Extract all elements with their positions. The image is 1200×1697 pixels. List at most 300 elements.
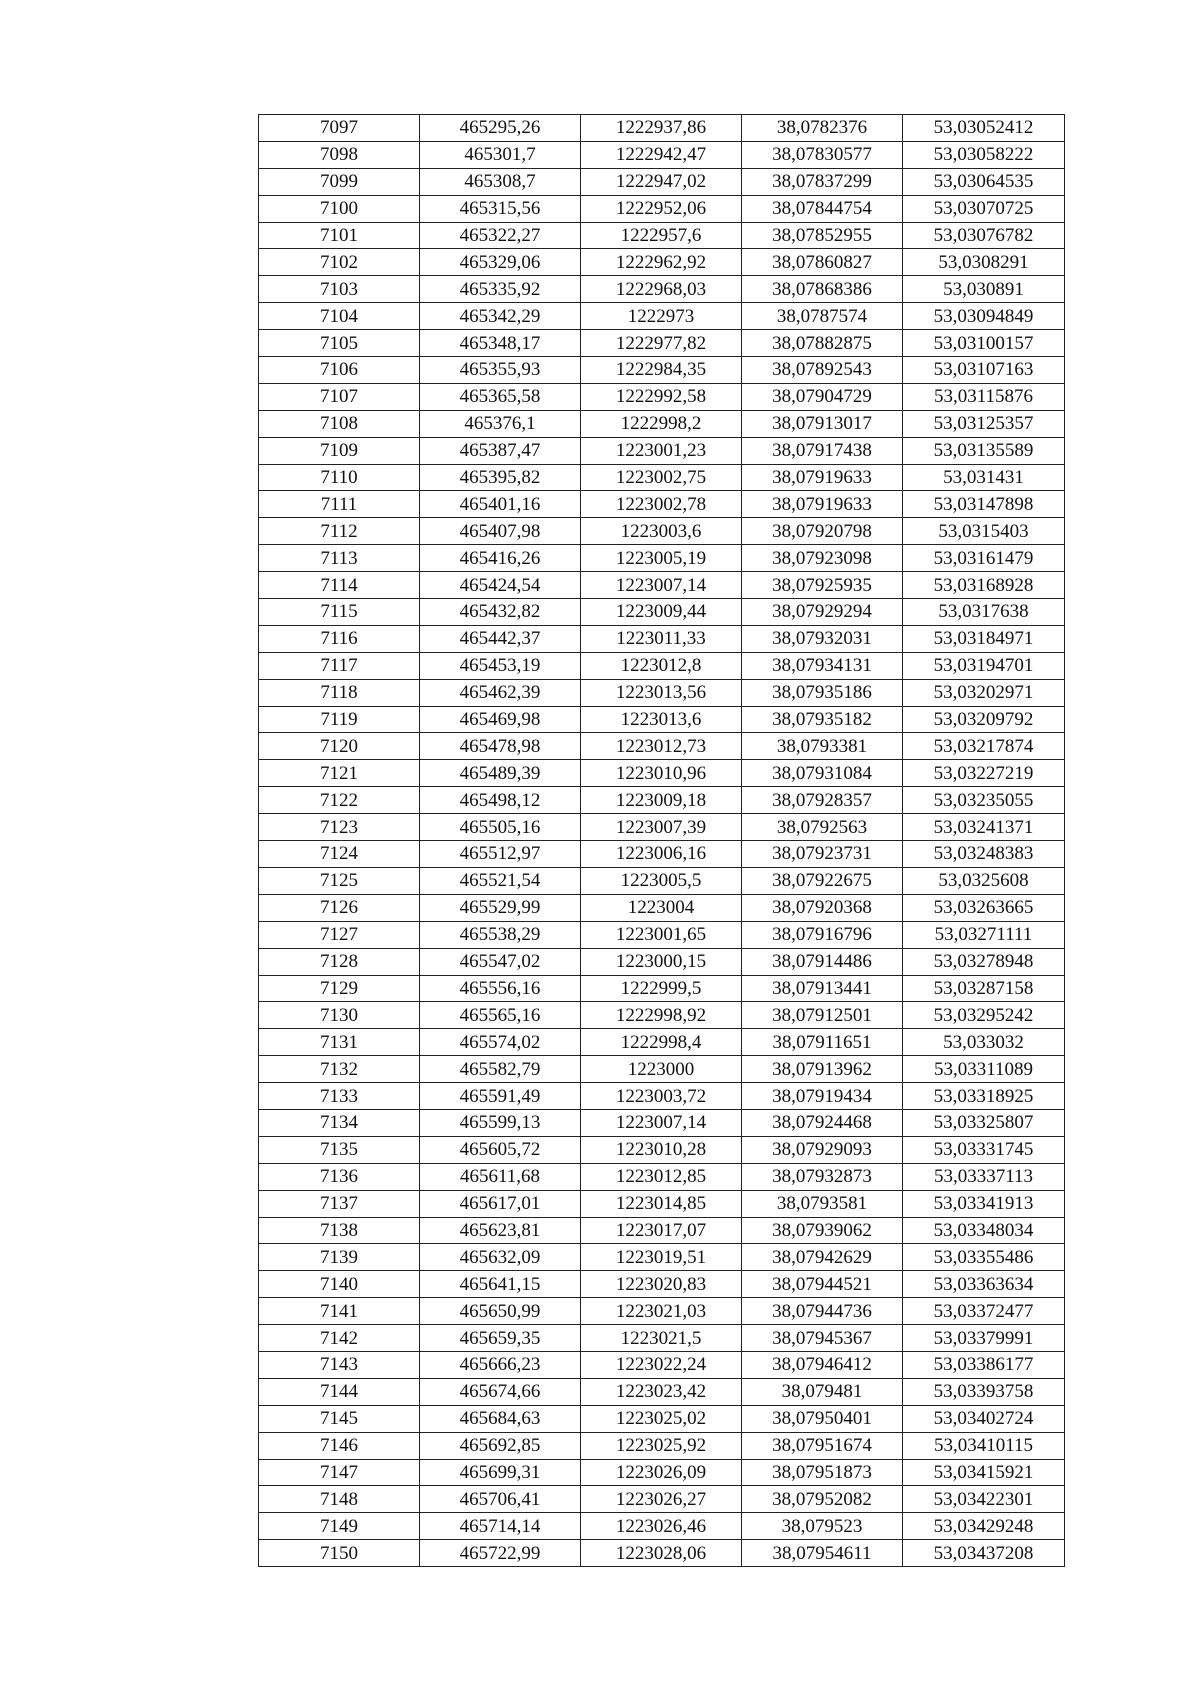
point-number-cell: 7143 [259, 1351, 420, 1378]
point-number-cell: 7141 [259, 1298, 420, 1325]
latitude-cell: 53,03311089 [903, 1056, 1065, 1083]
longitude-cell: 38,07913441 [742, 975, 903, 1002]
table-row [259, 1244, 1065, 1271]
latitude-cell: 53,03271111 [903, 921, 1065, 948]
longitude-cell: 38,07951674 [742, 1432, 903, 1459]
x-coordinate-cell: 465529,99 [420, 894, 581, 921]
latitude-cell: 53,0325608 [903, 867, 1065, 894]
table-row [259, 330, 1065, 357]
longitude-cell: 38,07914486 [742, 948, 903, 975]
table-row [259, 357, 1065, 384]
table-row [259, 1405, 1065, 1432]
latitude-cell: 53,03348034 [903, 1217, 1065, 1244]
x-coordinate-cell: 465684,63 [420, 1405, 581, 1432]
y-coordinate-cell: 1222947,02 [581, 168, 742, 195]
y-coordinate-cell: 1223028,06 [581, 1540, 742, 1567]
y-coordinate-cell: 1222992,58 [581, 383, 742, 410]
longitude-cell: 38,07892543 [742, 357, 903, 384]
point-number-cell: 7107 [259, 383, 420, 410]
point-number-cell: 7116 [259, 625, 420, 652]
x-coordinate-cell: 465489,39 [420, 760, 581, 787]
longitude-cell: 38,07904729 [742, 383, 903, 410]
point-number-cell: 7103 [259, 276, 420, 303]
point-number-cell: 7142 [259, 1325, 420, 1352]
longitude-cell: 38,07917438 [742, 437, 903, 464]
point-number-cell: 7147 [259, 1459, 420, 1486]
longitude-cell: 38,0782376 [742, 115, 903, 142]
y-coordinate-cell: 1223002,75 [581, 464, 742, 491]
latitude-cell: 53,03372477 [903, 1298, 1065, 1325]
y-coordinate-cell: 1223013,56 [581, 679, 742, 706]
latitude-cell: 53,030891 [903, 276, 1065, 303]
table-row [259, 168, 1065, 195]
y-coordinate-cell: 1223005,19 [581, 545, 742, 572]
table-row [259, 1459, 1065, 1486]
x-coordinate-cell: 465387,47 [420, 437, 581, 464]
x-coordinate-cell: 465442,37 [420, 625, 581, 652]
latitude-cell: 53,03094849 [903, 303, 1065, 330]
latitude-cell: 53,03287158 [903, 975, 1065, 1002]
point-number-cell: 7144 [259, 1378, 420, 1405]
y-coordinate-cell: 1223026,46 [581, 1513, 742, 1540]
latitude-cell: 53,0317638 [903, 599, 1065, 626]
table-row [259, 625, 1065, 652]
coordinate-table [258, 114, 1065, 1567]
point-number-cell: 7127 [259, 921, 420, 948]
table-row [259, 867, 1065, 894]
longitude-cell: 38,0792563 [742, 814, 903, 841]
point-number-cell: 7139 [259, 1244, 420, 1271]
x-coordinate-cell: 465453,19 [420, 652, 581, 679]
x-coordinate-cell: 465505,16 [420, 814, 581, 841]
table-row [259, 222, 1065, 249]
point-number-cell: 7126 [259, 894, 420, 921]
point-number-cell: 7112 [259, 518, 420, 545]
longitude-cell: 38,07954611 [742, 1540, 903, 1567]
latitude-cell: 53,03263665 [903, 894, 1065, 921]
y-coordinate-cell: 1223026,09 [581, 1459, 742, 1486]
table-row [259, 1002, 1065, 1029]
x-coordinate-cell: 465355,93 [420, 357, 581, 384]
y-coordinate-cell: 1223026,27 [581, 1486, 742, 1513]
y-coordinate-cell: 1223013,6 [581, 706, 742, 733]
longitude-cell: 38,07952082 [742, 1486, 903, 1513]
table-row [259, 814, 1065, 841]
x-coordinate-cell: 465611,68 [420, 1163, 581, 1190]
y-coordinate-cell: 1222998,4 [581, 1029, 742, 1056]
x-coordinate-cell: 465301,7 [420, 141, 581, 168]
latitude-cell: 53,03422301 [903, 1486, 1065, 1513]
y-coordinate-cell: 1222984,35 [581, 357, 742, 384]
longitude-cell: 38,07919633 [742, 491, 903, 518]
y-coordinate-cell: 1223003,6 [581, 518, 742, 545]
x-coordinate-cell: 465295,26 [420, 115, 581, 142]
longitude-cell: 38,07944521 [742, 1271, 903, 1298]
y-coordinate-cell: 1222973 [581, 303, 742, 330]
point-number-cell: 7130 [259, 1002, 420, 1029]
longitude-cell: 38,07860827 [742, 249, 903, 276]
point-number-cell: 7125 [259, 867, 420, 894]
longitude-cell: 38,07919434 [742, 1083, 903, 1110]
point-number-cell: 7129 [259, 975, 420, 1002]
point-number-cell: 7135 [259, 1136, 420, 1163]
table-row [259, 249, 1065, 276]
y-coordinate-cell: 1223001,23 [581, 437, 742, 464]
longitude-cell: 38,07945367 [742, 1325, 903, 1352]
y-coordinate-cell: 1222968,03 [581, 276, 742, 303]
table-row [259, 303, 1065, 330]
x-coordinate-cell: 465478,98 [420, 733, 581, 760]
point-number-cell: 7119 [259, 706, 420, 733]
longitude-cell: 38,07932031 [742, 625, 903, 652]
point-number-cell: 7132 [259, 1056, 420, 1083]
table-row [259, 841, 1065, 868]
table-row [259, 545, 1065, 572]
point-number-cell: 7111 [259, 491, 420, 518]
x-coordinate-cell: 465329,06 [420, 249, 581, 276]
x-coordinate-cell: 465574,02 [420, 1029, 581, 1056]
table-row [259, 1271, 1065, 1298]
point-number-cell: 7115 [259, 599, 420, 626]
longitude-cell: 38,07924468 [742, 1109, 903, 1136]
x-coordinate-cell: 465599,13 [420, 1109, 581, 1136]
y-coordinate-cell: 1223003,72 [581, 1083, 742, 1110]
point-number-cell: 7148 [259, 1486, 420, 1513]
longitude-cell: 38,07951873 [742, 1459, 903, 1486]
longitude-cell: 38,07939062 [742, 1217, 903, 1244]
y-coordinate-cell: 1222957,6 [581, 222, 742, 249]
point-number-cell: 7123 [259, 814, 420, 841]
table-row [259, 383, 1065, 410]
x-coordinate-cell: 465650,99 [420, 1298, 581, 1325]
longitude-cell: 38,07916796 [742, 921, 903, 948]
longitude-cell: 38,07913962 [742, 1056, 903, 1083]
table-row [259, 518, 1065, 545]
latitude-cell: 53,03429248 [903, 1513, 1065, 1540]
x-coordinate-cell: 465424,54 [420, 572, 581, 599]
point-number-cell: 7149 [259, 1513, 420, 1540]
y-coordinate-cell: 1223002,78 [581, 491, 742, 518]
point-number-cell: 7100 [259, 195, 420, 222]
latitude-cell: 53,03125357 [903, 410, 1065, 437]
y-coordinate-cell: 1222977,82 [581, 330, 742, 357]
point-number-cell: 7101 [259, 222, 420, 249]
y-coordinate-cell: 1223010,96 [581, 760, 742, 787]
point-number-cell: 7102 [259, 249, 420, 276]
latitude-cell: 53,03341913 [903, 1190, 1065, 1217]
latitude-cell: 53,03318925 [903, 1083, 1065, 1110]
latitude-cell: 53,03135589 [903, 437, 1065, 464]
longitude-cell: 38,07852955 [742, 222, 903, 249]
x-coordinate-cell: 465335,92 [420, 276, 581, 303]
table-row [259, 1432, 1065, 1459]
table-row [259, 652, 1065, 679]
point-number-cell: 7098 [259, 141, 420, 168]
longitude-cell: 38,07929093 [742, 1136, 903, 1163]
table-row [259, 464, 1065, 491]
latitude-cell: 53,03415921 [903, 1459, 1065, 1486]
y-coordinate-cell: 1223007,14 [581, 572, 742, 599]
longitude-cell: 38,07919633 [742, 464, 903, 491]
longitude-cell: 38,07913017 [742, 410, 903, 437]
point-number-cell: 7118 [259, 679, 420, 706]
point-number-cell: 7137 [259, 1190, 420, 1217]
longitude-cell: 38,07935186 [742, 679, 903, 706]
longitude-cell: 38,07935182 [742, 706, 903, 733]
table-row [259, 1109, 1065, 1136]
latitude-cell: 53,03100157 [903, 330, 1065, 357]
latitude-cell: 53,03227219 [903, 760, 1065, 787]
latitude-cell: 53,03052412 [903, 115, 1065, 142]
y-coordinate-cell: 1223011,33 [581, 625, 742, 652]
table-row [259, 1136, 1065, 1163]
y-coordinate-cell: 1223023,42 [581, 1378, 742, 1405]
longitude-cell: 38,07868386 [742, 276, 903, 303]
x-coordinate-cell: 465512,97 [420, 841, 581, 868]
y-coordinate-cell: 1223006,16 [581, 841, 742, 868]
x-coordinate-cell: 465308,7 [420, 168, 581, 195]
latitude-cell: 53,03115876 [903, 383, 1065, 410]
longitude-cell: 38,079523 [742, 1513, 903, 1540]
table-row [259, 195, 1065, 222]
table-row [259, 437, 1065, 464]
point-number-cell: 7108 [259, 410, 420, 437]
point-number-cell: 7114 [259, 572, 420, 599]
y-coordinate-cell: 1222962,92 [581, 249, 742, 276]
x-coordinate-cell: 465632,09 [420, 1244, 581, 1271]
x-coordinate-cell: 465591,49 [420, 1083, 581, 1110]
table-row [259, 1190, 1065, 1217]
table-row [259, 1163, 1065, 1190]
latitude-cell: 53,03278948 [903, 948, 1065, 975]
y-coordinate-cell: 1223004 [581, 894, 742, 921]
latitude-cell: 53,03070725 [903, 195, 1065, 222]
y-coordinate-cell: 1223001,65 [581, 921, 742, 948]
x-coordinate-cell: 465692,85 [420, 1432, 581, 1459]
latitude-cell: 53,03202971 [903, 679, 1065, 706]
table-row [259, 1056, 1065, 1083]
point-number-cell: 7122 [259, 787, 420, 814]
latitude-cell: 53,03295242 [903, 1002, 1065, 1029]
table-row [259, 115, 1065, 142]
table-row [259, 599, 1065, 626]
latitude-cell: 53,03386177 [903, 1351, 1065, 1378]
latitude-cell: 53,03209792 [903, 706, 1065, 733]
table-row [259, 733, 1065, 760]
point-number-cell: 7104 [259, 303, 420, 330]
point-number-cell: 7120 [259, 733, 420, 760]
point-number-cell: 7124 [259, 841, 420, 868]
longitude-cell: 38,0787574 [742, 303, 903, 330]
longitude-cell: 38,07925935 [742, 572, 903, 599]
longitude-cell: 38,07946412 [742, 1351, 903, 1378]
latitude-cell: 53,03107163 [903, 357, 1065, 384]
table-row [259, 491, 1065, 518]
x-coordinate-cell: 465699,31 [420, 1459, 581, 1486]
y-coordinate-cell: 1223022,24 [581, 1351, 742, 1378]
latitude-cell: 53,03248383 [903, 841, 1065, 868]
latitude-cell: 53,03161479 [903, 545, 1065, 572]
y-coordinate-cell: 1223025,92 [581, 1432, 742, 1459]
table-row [259, 787, 1065, 814]
y-coordinate-cell: 1223019,51 [581, 1244, 742, 1271]
latitude-cell: 53,03147898 [903, 491, 1065, 518]
x-coordinate-cell: 465605,72 [420, 1136, 581, 1163]
latitude-cell: 53,03325807 [903, 1109, 1065, 1136]
point-number-cell: 7138 [259, 1217, 420, 1244]
x-coordinate-cell: 465401,16 [420, 491, 581, 518]
y-coordinate-cell: 1223017,07 [581, 1217, 742, 1244]
longitude-cell: 38,07950401 [742, 1405, 903, 1432]
x-coordinate-cell: 465348,17 [420, 330, 581, 357]
y-coordinate-cell: 1223000 [581, 1056, 742, 1083]
latitude-cell: 53,03337113 [903, 1163, 1065, 1190]
longitude-cell: 38,07932873 [742, 1163, 903, 1190]
latitude-cell: 53,03379991 [903, 1325, 1065, 1352]
longitude-cell: 38,07911651 [742, 1029, 903, 1056]
longitude-cell: 38,07942629 [742, 1244, 903, 1271]
y-coordinate-cell: 1223014,85 [581, 1190, 742, 1217]
table-row [259, 894, 1065, 921]
longitude-cell: 38,07922675 [742, 867, 903, 894]
latitude-cell: 53,03194701 [903, 652, 1065, 679]
y-coordinate-cell: 1223021,5 [581, 1325, 742, 1352]
y-coordinate-cell: 1223005,5 [581, 867, 742, 894]
x-coordinate-cell: 465521,54 [420, 867, 581, 894]
latitude-cell: 53,03168928 [903, 572, 1065, 599]
y-coordinate-cell: 1223020,83 [581, 1271, 742, 1298]
longitude-cell: 38,07929294 [742, 599, 903, 626]
x-coordinate-cell: 465376,1 [420, 410, 581, 437]
table-row [259, 1298, 1065, 1325]
latitude-cell: 53,03393758 [903, 1378, 1065, 1405]
latitude-cell: 53,03363634 [903, 1271, 1065, 1298]
longitude-cell: 38,07944736 [742, 1298, 903, 1325]
y-coordinate-cell: 1223009,18 [581, 787, 742, 814]
x-coordinate-cell: 465322,27 [420, 222, 581, 249]
y-coordinate-cell: 1222942,47 [581, 141, 742, 168]
x-coordinate-cell: 465641,15 [420, 1271, 581, 1298]
table-row [259, 679, 1065, 706]
point-number-cell: 7140 [259, 1271, 420, 1298]
x-coordinate-cell: 465659,35 [420, 1325, 581, 1352]
x-coordinate-cell: 465547,02 [420, 948, 581, 975]
longitude-cell: 38,079481 [742, 1378, 903, 1405]
x-coordinate-cell: 465538,29 [420, 921, 581, 948]
y-coordinate-cell: 1223021,03 [581, 1298, 742, 1325]
x-coordinate-cell: 465462,39 [420, 679, 581, 706]
longitude-cell: 38,07830577 [742, 141, 903, 168]
point-number-cell: 7150 [259, 1540, 420, 1567]
table-row [259, 572, 1065, 599]
longitude-cell: 38,07882875 [742, 330, 903, 357]
longitude-cell: 38,07912501 [742, 1002, 903, 1029]
table-row [259, 760, 1065, 787]
x-coordinate-cell: 465498,12 [420, 787, 581, 814]
longitude-cell: 38,07923098 [742, 545, 903, 572]
x-coordinate-cell: 465666,23 [420, 1351, 581, 1378]
y-coordinate-cell: 1223007,39 [581, 814, 742, 841]
table-row [259, 1083, 1065, 1110]
longitude-cell: 38,07844754 [742, 195, 903, 222]
y-coordinate-cell: 1223010,28 [581, 1136, 742, 1163]
table-row [259, 410, 1065, 437]
point-number-cell: 7121 [259, 760, 420, 787]
y-coordinate-cell: 1222998,92 [581, 1002, 742, 1029]
y-coordinate-cell: 1223000,15 [581, 948, 742, 975]
latitude-cell: 53,03355486 [903, 1244, 1065, 1271]
longitude-cell: 38,07928357 [742, 787, 903, 814]
point-number-cell: 7134 [259, 1109, 420, 1136]
x-coordinate-cell: 465315,56 [420, 195, 581, 222]
longitude-cell: 38,07934131 [742, 652, 903, 679]
point-number-cell: 7097 [259, 115, 420, 142]
longitude-cell: 38,07920368 [742, 894, 903, 921]
table-row [259, 141, 1065, 168]
latitude-cell: 53,03058222 [903, 141, 1065, 168]
x-coordinate-cell: 465722,99 [420, 1540, 581, 1567]
x-coordinate-cell: 465617,01 [420, 1190, 581, 1217]
y-coordinate-cell: 1223007,14 [581, 1109, 742, 1136]
longitude-cell: 38,07837299 [742, 168, 903, 195]
table-row [259, 276, 1065, 303]
point-number-cell: 7109 [259, 437, 420, 464]
latitude-cell: 53,03410115 [903, 1432, 1065, 1459]
y-coordinate-cell: 1223009,44 [581, 599, 742, 626]
longitude-cell: 38,0793381 [742, 733, 903, 760]
latitude-cell: 53,03241371 [903, 814, 1065, 841]
latitude-cell: 53,03064535 [903, 168, 1065, 195]
x-coordinate-cell: 465674,66 [420, 1378, 581, 1405]
point-number-cell: 7110 [259, 464, 420, 491]
x-coordinate-cell: 465395,82 [420, 464, 581, 491]
table-row [259, 1325, 1065, 1352]
table-row [259, 975, 1065, 1002]
latitude-cell: 53,03437208 [903, 1540, 1065, 1567]
table-row [259, 1351, 1065, 1378]
longitude-cell: 38,07923731 [742, 841, 903, 868]
x-coordinate-cell: 465416,26 [420, 545, 581, 572]
latitude-cell: 53,03217874 [903, 733, 1065, 760]
x-coordinate-cell: 465469,98 [420, 706, 581, 733]
y-coordinate-cell: 1222999,5 [581, 975, 742, 1002]
x-coordinate-cell: 465342,29 [420, 303, 581, 330]
y-coordinate-cell: 1223012,73 [581, 733, 742, 760]
latitude-cell: 53,031431 [903, 464, 1065, 491]
table-row [259, 1029, 1065, 1056]
latitude-cell: 53,03184971 [903, 625, 1065, 652]
point-number-cell: 7136 [259, 1163, 420, 1190]
latitude-cell: 53,03402724 [903, 1405, 1065, 1432]
y-coordinate-cell: 1222998,2 [581, 410, 742, 437]
longitude-cell: 38,0793581 [742, 1190, 903, 1217]
coordinate-table-body [259, 115, 1065, 1567]
y-coordinate-cell: 1223025,02 [581, 1405, 742, 1432]
x-coordinate-cell: 465556,16 [420, 975, 581, 1002]
point-number-cell: 7128 [259, 948, 420, 975]
y-coordinate-cell: 1222952,06 [581, 195, 742, 222]
y-coordinate-cell: 1223012,8 [581, 652, 742, 679]
latitude-cell: 53,0315403 [903, 518, 1065, 545]
table-row [259, 1513, 1065, 1540]
latitude-cell: 53,033032 [903, 1029, 1065, 1056]
y-coordinate-cell: 1223012,85 [581, 1163, 742, 1190]
x-coordinate-cell: 465706,41 [420, 1486, 581, 1513]
point-number-cell: 7099 [259, 168, 420, 195]
table-row [259, 948, 1065, 975]
table-row [259, 1540, 1065, 1567]
latitude-cell: 53,0308291 [903, 249, 1065, 276]
